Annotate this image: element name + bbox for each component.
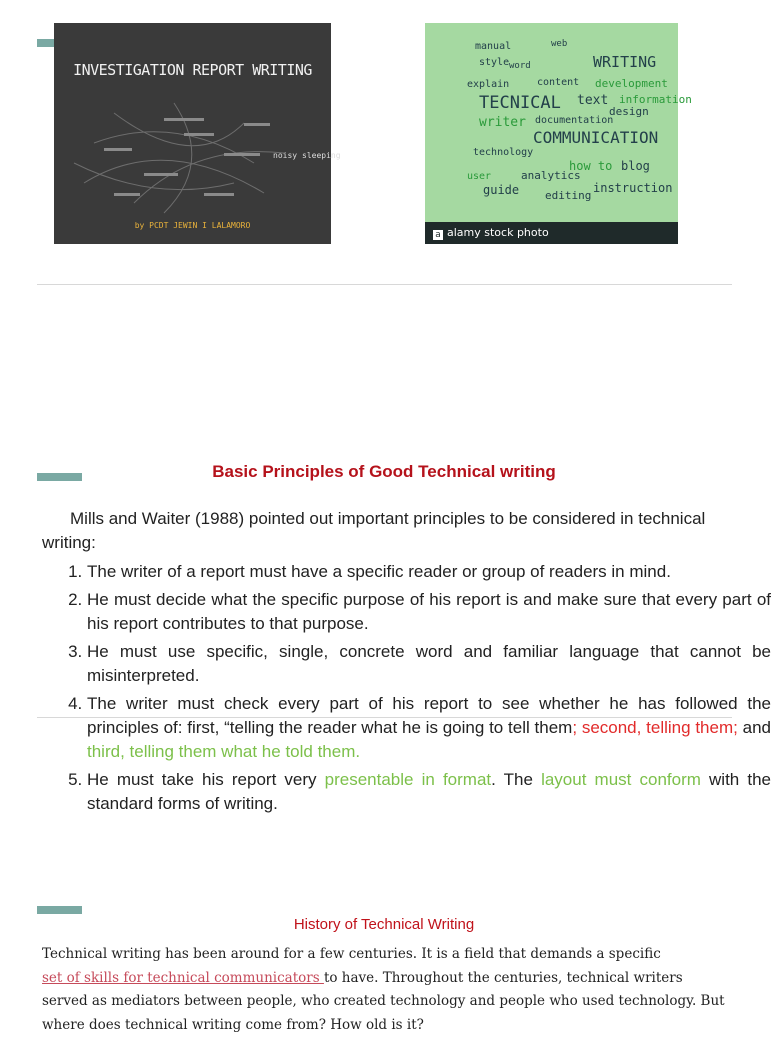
cloud-word: TECNICAL [479,93,561,113]
principles-list [42,560,771,820]
cloud-word: analytics [521,169,581,182]
list-item [87,768,771,816]
item4-part-c: and [737,718,771,737]
intro-paragraph [42,507,732,555]
history-paragraph [42,943,732,1037]
image-title: INVESTIGATION REPORT WRITING [73,61,312,79]
cloud-word: content [537,77,580,88]
mindmap-lines [54,23,331,244]
cloud-word: editing [545,189,592,202]
item5-part-c: . The [491,770,542,789]
list-item: 1. The writer of a report must have a specific reader or group of readers in mind. [87,560,771,584]
stock-photo-bar [425,222,678,244]
cloud-word: information [619,93,692,106]
cloud-word: blog [621,159,650,173]
item5-part-e: with the standard forms of writing. [87,770,771,813]
item4-part-b: ; second, telling them; [572,718,738,737]
word-cloud-image [425,23,692,244]
item4-part-a: The writer must check every part of his report to see whether he has followed the principles of: first, “telling the reader what he is going to tell them [87,694,771,737]
item5-part-d: layout must conform [541,770,701,789]
cloud-word: user [467,171,492,182]
cloud-word: instruction [593,181,673,195]
history-text-1: Technical writing has been around for a few centuries. It is a field that demands a specific [42,946,661,962]
cloud-word: text [577,93,609,108]
cloud-word: how to [569,159,613,173]
page-title: Basic Principles of Good Technical writing [212,462,556,481]
stock-label: alamy stock photo [447,226,549,239]
list-item: 2. He must decide what the specific purpose of his report is and make sure that every part of his report contributes to that purpose. [87,588,771,636]
cloud-word: COMMUNICATION [533,128,659,147]
cloud-word: manual [475,41,512,52]
list-item: 3. He must use specific, single, concrete word and familiar language that cannot be misinterpreted. [87,640,771,688]
cloud-word: WRITING [593,53,657,71]
cloud-word: documentation [535,115,614,126]
divider [37,284,732,285]
skills-link[interactable]: set of skills for technical communicators [42,969,324,986]
cloud-word: technology [473,147,534,158]
item5-part-a: He must take his report very [87,770,325,789]
item4-part-d: third, telling them what he told them. [87,742,361,761]
history-text-2: to have. Throughout the centuries, technical writers served as mediators between people, who created technology and people who used technology. But where does technical writing come from? How old is it? [42,969,725,1033]
list-item [87,692,771,764]
cloud-word: word [509,61,531,71]
cloud-word: design [609,105,649,118]
accent-bar [37,906,82,914]
cloud-word: web [551,39,568,49]
investigation-report-image [54,23,341,244]
cloud-word: style [479,57,510,68]
cloud-word: guide [483,183,520,197]
section-title: History of Technical Writing [293,916,475,933]
alamy-logo-icon: a [433,230,443,240]
table-header-noisy: noisy [273,151,298,160]
cloud-word: development [595,77,668,90]
cloud-word: explain [467,79,510,90]
item5-part-b: presentable in format [324,770,492,789]
table-header-sleeping: sleeping [302,151,341,160]
image-byline: by PCDT JEWIN I LALAMORO [134,221,251,230]
cloud-word: writer [479,115,526,130]
intro-text: Mills and Waiter (1988) pointed out important principles to be considered in technical writing: [42,509,706,552]
divider [37,717,732,718]
